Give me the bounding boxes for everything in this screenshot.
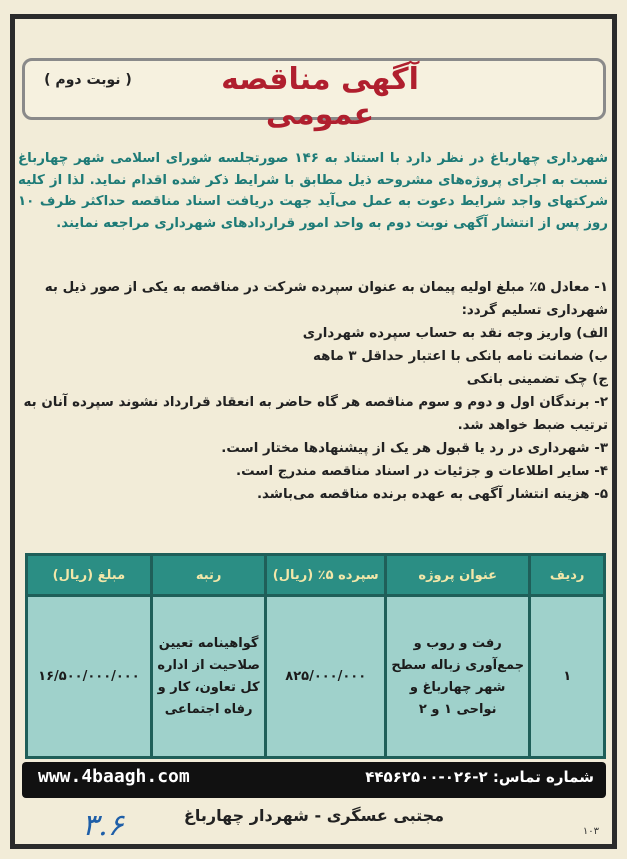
condition-item: الف) واریز وجه نقد به حساب سپرده شهرداری bbox=[302, 326, 608, 341]
condition-item: ۵- هزینه انتشار آگهی به عهده برنده مناقصه می‌باشد. bbox=[256, 487, 608, 502]
condition-item: ۳- شهرداری در رد یا قبول هر یک از پیشنهادها مختار است. bbox=[221, 441, 608, 456]
col-header-project-title: عنوان پروژه bbox=[386, 555, 530, 596]
table-header-row bbox=[27, 555, 605, 596]
col-header-rank: رتبه bbox=[151, 555, 266, 596]
project-table bbox=[25, 553, 606, 759]
condition-item: ۴- سایر اطلاعات و جزئیات در اسناد مناقصه مندرج است. bbox=[236, 464, 608, 479]
condition-item: ب) ضمانت نامه بانکی با اعتبار حداقل ۳ ماهه bbox=[313, 349, 608, 364]
condition-item: ۱- معادل ۵٪ مبلغ اولیه پیمان به عنوان سپرده شرکت در مناقصه به یکی از صور ذیل به شهرداری تسلیم گردد: bbox=[44, 280, 608, 318]
intro-paragraph: شهرداری چهارباغ در نظر دارد با استناد به ۱۴۶ صورتجلسه شورای اسلامی شهر چهارباغ نسبت به اجرای پروژه‌های مشروحه ذیل مطابق با شرایط ذکر شده اقدام نماید. لذا از کلیه شرکتهای واجد شرایط دعوت به عمل می‌آید جهت دریافت اسناد مناقصه حداکثر ظرف ۱۰ روز پس از انتشار آگهی نوبت دوم به واحد امور قراردادهای شهرداری مراجعه نمایند. bbox=[18, 151, 608, 231]
cell-row-number: ۱ bbox=[530, 596, 605, 758]
round-label: ( نوبت دوم ) bbox=[44, 72, 132, 88]
page-number: ۱۰۳ bbox=[582, 826, 599, 837]
col-header-amount: مبلغ (ریال) bbox=[27, 555, 152, 596]
cell-rank: گواهینامه تعیین صلاحیت از اداره کل تعاون، کار و رفاه اجتماعی bbox=[151, 596, 266, 758]
website-link[interactable]: www.4baagh.com bbox=[38, 766, 190, 787]
col-header-row-number: ردیف bbox=[530, 555, 605, 596]
phone-number: شماره تماس: ۲-۰۲۶-۴۴۵۶۲۵۰۰ bbox=[365, 768, 594, 786]
signature-line: مجتبی عسگری - شهردار چهارباغ bbox=[183, 806, 445, 825]
condition-item: ج) چک تضمینی بانکی bbox=[466, 372, 608, 387]
cell-amount: ۱۶/۵۰۰/۰۰۰/۰۰۰ bbox=[27, 596, 152, 758]
contact-bar bbox=[22, 762, 606, 798]
ad-title: آگهی مناقصه عمومی bbox=[221, 62, 419, 132]
conditions-list bbox=[18, 276, 608, 506]
table-row bbox=[27, 596, 605, 758]
cell-deposit: ۸۲۵/۰۰۰/۰۰۰ bbox=[266, 596, 386, 758]
cell-project-title: رفت و روب و جمع‌آوری زباله سطح شهر چهارباغ و نواحی ۱ و ۲ bbox=[386, 596, 530, 758]
condition-item: ۲- برندگان اول و دوم و سوم مناقصه هر گاه حاضر به انعقاد قرارداد نشوند سپرده آنان به ترتیب ضبط خواهد شد. bbox=[23, 395, 608, 433]
col-header-deposit: سپرده ۵٪ (ریال) bbox=[266, 555, 386, 596]
handwritten-note: ۳.۶ bbox=[82, 808, 124, 843]
